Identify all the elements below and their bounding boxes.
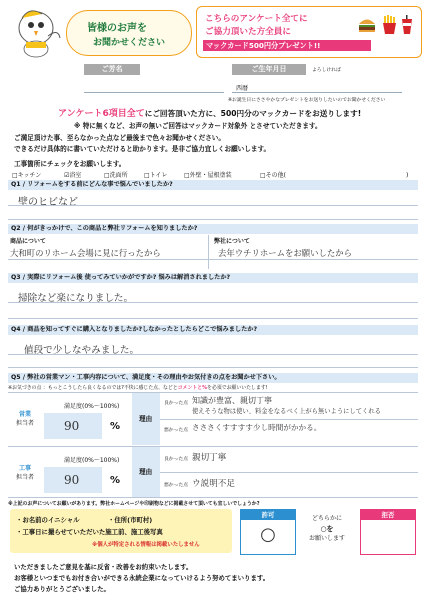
construction-reason-tag (132, 447, 160, 497)
birth-field[interactable] (232, 76, 402, 93)
sales-reason-tag (132, 393, 160, 445)
consent-item-note: ※個人が特定される情報は掲載いたしません (92, 542, 200, 548)
q5-note-pre: ※お気づきの点 ：もっとこうしたら良くなるのでは?不快に感じた点、などと (8, 385, 178, 391)
q5-note (8, 384, 268, 391)
sales-good-label: 良かった点 (164, 401, 188, 406)
burger-icon (357, 17, 377, 37)
work-other-close: ) (406, 172, 409, 179)
construction-good-label: 良かった点 (164, 457, 188, 462)
allow-label: 許可 (241, 510, 295, 520)
intro-highlight: アンケート6項目全て (58, 109, 145, 119)
sales-block (8, 392, 418, 445)
banner-line-3: マックカード500円分プレゼント!! (203, 40, 371, 51)
sales-role-line1: 営業 (18, 411, 31, 418)
work-option-label: キッチン (17, 172, 42, 179)
q5-question: Q5 / 弊社の営業マン・工事内容について、満足度・その理由やお気付きの点をお聞かせ下さい。 (8, 373, 418, 383)
birth-label-tag (232, 64, 306, 75)
sales-good-line1[interactable]: 知識が豊富、親切丁寧 (192, 396, 272, 405)
deny-label: 拒否 (361, 510, 415, 520)
banner-line-1: こちらのアンケート全てに (205, 14, 308, 24)
speech-bubble (66, 10, 192, 56)
construction-percent: % (110, 475, 121, 486)
deny-box[interactable] (360, 509, 416, 555)
q2-question: Q2 / 何がきっかけで、この商品と弊社リフォームを知りましたか? (8, 224, 418, 234)
construction-role-line1: 工事 (18, 465, 31, 472)
allow-box[interactable] (240, 509, 296, 555)
sales-good-line2[interactable]: 使えそうな物は使い、料金をなるべく上がら無いようにしてくれる (192, 408, 381, 415)
footer-line-3: ご協力ありがとうございました。 (14, 585, 110, 593)
sales-percent: % (110, 421, 121, 432)
birth-label: ご生年月日 (251, 65, 287, 73)
q2-left-label: 商品について (10, 238, 46, 245)
q1-answer: 壁のヒビなど (18, 197, 78, 208)
q2-left-answer[interactable]: 大和町のリホーム会場に見に行ったから (10, 248, 161, 258)
sales-satisfaction-value: 90 (64, 419, 80, 433)
work-option-exterior[interactable]: □外壁・屋根塗装 (184, 172, 232, 179)
work-option-washroom[interactable]: □洗面所 (104, 172, 128, 179)
drink-icon (401, 15, 413, 39)
speech-line-1: 皆様のお声を (87, 23, 147, 34)
speech-line-2: お聞かせください (93, 38, 166, 48)
construction-bad-answer[interactable]: ウ説明不足 (192, 479, 235, 489)
construction-good-answer[interactable]: 親切丁寧 (192, 453, 227, 463)
q3-question: Q3 / 実際にリフォーム後 使ってみていかがですか? 悩みは解消されましたか? (8, 273, 418, 283)
consent-items-box (10, 509, 232, 553)
sales-satisfaction-label: 満足度(0%〜100%) (64, 403, 120, 410)
q4-answer-area[interactable] (8, 336, 418, 368)
allow-mark: ○ (260, 524, 276, 545)
era-label: 西暦 (236, 85, 249, 92)
intro-line-1-rest: にご回答頂いた方に、500円分のマックカードをお送りします! (144, 109, 362, 118)
name-label-tag (84, 64, 140, 75)
q2-right-label: 弊社について (214, 238, 250, 245)
consent-item-1: ・お名前のイニシャル (16, 516, 80, 524)
intro-line-2: ※ 特に無くなど、お声の無いご回答はマックカード対象外 とさせていただきます。 (74, 122, 322, 130)
q3-answer-area[interactable] (8, 284, 418, 320)
q4-question: Q4 / 商品を知ってすぐに購入となりましたか?しなかったとしたらどこで悩みましたか? (8, 325, 418, 335)
q2-right-answer[interactable]: 去年ウチリホームをお願いしたから (218, 248, 352, 258)
footer-line-2: お客様といつまでもお付き合いができる永続企業になっていけるよう努めてまいります。 (14, 574, 270, 582)
q1-answer-area[interactable] (8, 190, 418, 220)
construction-role-line2: 担当者 (15, 474, 34, 481)
work-option-label: 洗面所 (109, 172, 128, 179)
sales-role-line2: 担当者 (15, 420, 34, 427)
choose-instruction (300, 514, 354, 544)
construction-satisfaction-field[interactable] (44, 467, 102, 493)
q3-answer: 掃除など楽になりました。 (18, 293, 134, 304)
q5-note-post: を必須でお願いいたします! (207, 385, 268, 391)
q1-question: Q1 / リフォームをする前にどんな事で悩んでいましたか? (8, 180, 418, 190)
mascot-bird (8, 6, 66, 58)
q4-answer: 値段で少しなやみました。 (24, 345, 140, 356)
work-option-toilet[interactable]: □トイレ (144, 172, 168, 179)
intro-line-4: できるだけ具体的に書いていただけると助かります。是非ご協力宜しくお願いします。 (14, 145, 271, 153)
work-option-bath[interactable]: ☑浴室 (64, 172, 82, 179)
q2-answer-area (8, 235, 418, 269)
birth-hint: よろしければ (312, 68, 341, 73)
consent-item-3: ・工事日に撮らせていただいた施工前、施工後写真 (16, 528, 163, 536)
name-field[interactable] (84, 76, 224, 93)
construction-role (12, 463, 38, 481)
construction-satisfaction-value: 90 (64, 473, 80, 487)
work-option-label: 浴室 (69, 172, 82, 179)
work-option-kitchen[interactable]: □キッチン (12, 172, 42, 179)
choose-line-1: どちらかに (311, 515, 342, 522)
q5-note-highlight: コメントと% (177, 385, 208, 391)
sales-bad-label: 悪かった点 (164, 428, 188, 433)
consent-title: ※上記のお声についてお願いがあります。弊社ホームページや印刷物などに掲載させて頂いても宜しいでしょうか? (8, 501, 260, 507)
birthday-note: ※お誕生日にささやかなプレゼントをお送りしたいのでお聞かせください (228, 98, 386, 103)
name-label: ご芳名 (101, 65, 123, 73)
work-title: 工事箇所にチェックをお願いします。 (14, 160, 126, 168)
construction-block (8, 446, 418, 498)
sales-role (12, 409, 38, 427)
intro-line-1 (58, 106, 361, 119)
present-banner (196, 6, 422, 58)
construction-bad-label: 悪かった点 (164, 483, 188, 488)
work-option-label: 外壁・屋根塗装 (189, 172, 232, 179)
consent-item-2: ・住所(市町村) (108, 516, 153, 524)
sales-reason-label: 理由 (139, 415, 153, 423)
work-options (12, 170, 422, 179)
footer-line-1: いただきましたご意見を基に反省・改善をお約束いたします。 (14, 563, 193, 571)
work-option-label: その他( (265, 172, 287, 179)
construction-reason-label: 理由 (139, 468, 153, 476)
sales-bad-answer[interactable]: さささくすすすす少し時間がかかる。 (192, 423, 322, 432)
work-option-label: トイレ (149, 172, 168, 179)
fries-icon (381, 15, 397, 39)
choose-line-3: お願いします (308, 535, 345, 542)
work-option-other[interactable]: □その他( ) (260, 172, 409, 179)
intro-line-3: ご満足頂けた事、至らなかった点など最後まで色々お聞かせください。 (14, 134, 225, 142)
sales-satisfaction-field[interactable] (44, 413, 102, 439)
choose-line-2: ○を (320, 525, 334, 533)
banner-line-2: ご協力頂いた方全員に (205, 27, 291, 37)
construction-satisfaction-label: 満足度(0%〜100%) (64, 457, 120, 464)
